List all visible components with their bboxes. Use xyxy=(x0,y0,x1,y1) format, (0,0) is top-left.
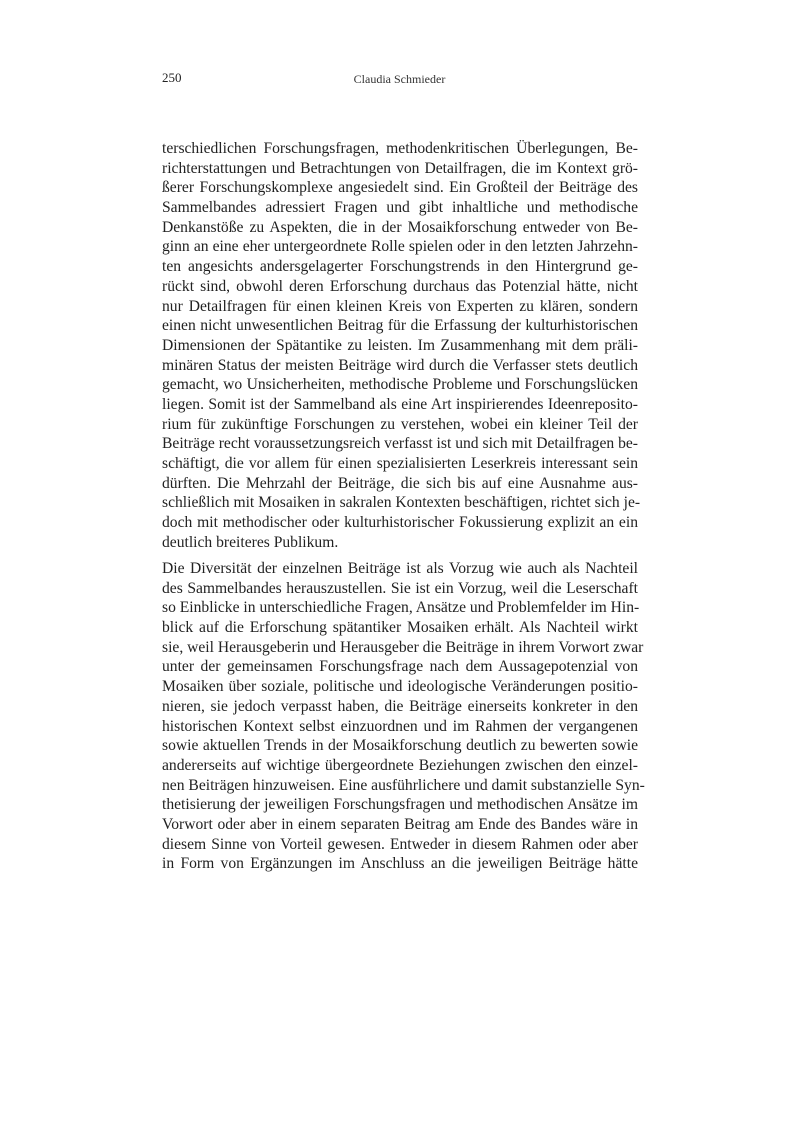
text-line: einen nicht unwesentlichen Beitrag für die Erfassung der kulturhistorischen xyxy=(162,317,638,335)
text-line: Die Diversität der einzelnen Beiträge ist als Vorzug wie auch als Nachteil xyxy=(162,560,638,577)
text-line: nen Beiträgen hinzuweisen. Eine ausführlichere und damit substanzielle Syn- xyxy=(162,776,645,794)
text-line: Vorwort oder aber in einem separaten Beitrag am Ende des Bandes wäre in xyxy=(162,815,638,833)
text-line: des Sammelbandes herauszustellen. Sie ist ein Vorzug, weil die Leserschaft xyxy=(162,579,638,597)
text-line: diesem Sinne von Vorteil gewesen. Entweder in diesem Rahmen oder aber xyxy=(162,835,638,853)
text-line: rückt sind, obwohl deren Erforschung durchaus das Potenzial hätte, nicht xyxy=(162,277,638,295)
text-line: historischen Kontext selbst einzuordnen und im Rahmen der vergangenen xyxy=(162,717,638,735)
text-line: Mosaiken über soziale, politische und ideologische Veränderungen positio- xyxy=(162,678,638,696)
body-paragraph-2 xyxy=(162,559,645,874)
text-line: schließlich mit Mosaiken in sakralen Kontexten beschäftigen, richtet sich je- xyxy=(162,494,641,512)
text-line: liegen. Somit ist der Sammelband als eine Art inspirierendes Ideenreposito- xyxy=(162,395,638,413)
text-line: ten angesichts andersgelagerter Forschungstrends in den Hintergrund ge- xyxy=(162,258,638,276)
page-number: 250 xyxy=(162,70,182,85)
running-head-author: Claudia Schmieder xyxy=(353,72,446,86)
text-line: Denkanstöße zu Aspekten, die in der Mosaikforschung entweder von Be- xyxy=(162,218,638,236)
text-line: in Form von Ergänzungen im Anschluss an die jeweiligen Beiträge hätte xyxy=(162,855,638,873)
text-line: sowie aktuellen Trends in der Mosaikforschung deutlich zu bewerten sowie xyxy=(162,737,638,755)
text-line: andererseits auf wichtige übergeordnete Beziehungen zwischen den einzel- xyxy=(162,756,638,774)
text-line: deutlich breiteres Publikum. xyxy=(162,533,339,551)
text-line: doch mit methodischer oder kulturhistorischer Fokussierung explizit an ein xyxy=(162,514,638,532)
body-paragraph-1 xyxy=(162,139,641,552)
text-line: Beiträge recht voraussetzungsreich verfasst ist und sich mit Detailfragen be- xyxy=(162,435,638,453)
text-line: minären Status der meisten Beiträge wird durch die Verfasser stets deutlich xyxy=(162,356,638,374)
text-line: Dimensionen der Spätantike zu leisten. Im Zusammenhang mit dem präli- xyxy=(162,336,638,354)
text-line: nur Detailfragen für einen kleinen Kreis von Experten zu klären, sondern xyxy=(162,297,638,315)
text-line: nieren, sie jedoch verpasst haben, die Beiträge einerseits konkreter in den xyxy=(162,697,638,715)
text-line: blick auf die Erforschung spätantiker Mosaiken erhält. Als Nachteil wirkt xyxy=(162,619,638,637)
text-line: gemacht, wo Unsicherheiten, methodische Probleme und Forschungslücken xyxy=(162,376,638,394)
text-line: rium für zukünftige Forschungen zu verstehen, wobei ein kleiner Teil der xyxy=(162,415,638,433)
text-line: unter der gemeinsamen Forschungsfrage nach dem Aussagepotenzial von xyxy=(162,658,638,676)
text-line: sie, weil Herausgeberin und Herausgeber die Beiträge in ihrem Vorwort zwar xyxy=(162,638,644,656)
text-line: ßerer Forschungskomplexe angesiedelt sind. Ein Großteil der Beiträge des xyxy=(162,179,638,197)
text-line: schäftigt, die vor allem für einen spezialisierten Leserkreis interessant sein xyxy=(162,455,638,472)
text-line: dürften. Die Mehrzahl der Beiträge, die sich bis auf eine Ausnahme aus- xyxy=(162,474,638,492)
text-line: so Einblicke in unterschiedliche Fragen, Ansätze und Problemfelder im Hin- xyxy=(162,599,640,617)
text-line: ginn an eine eher untergeordnete Rolle spielen oder in den letzten Jahrzehn- xyxy=(162,238,638,256)
text-line: richterstattungen und Betrachtungen von Detailfragen, die im Kontext grö- xyxy=(162,159,638,177)
text-line: thetisierung der jeweiligen Forschungsfragen und methodischen Ansätze im xyxy=(162,796,638,814)
text-line: Sammelbandes adressiert Fragen und gibt inhaltliche und methodische xyxy=(162,199,638,217)
text-line: terschiedlichen Forschungsfragen, methodenkritischen Überlegungen, Be- xyxy=(162,140,638,157)
